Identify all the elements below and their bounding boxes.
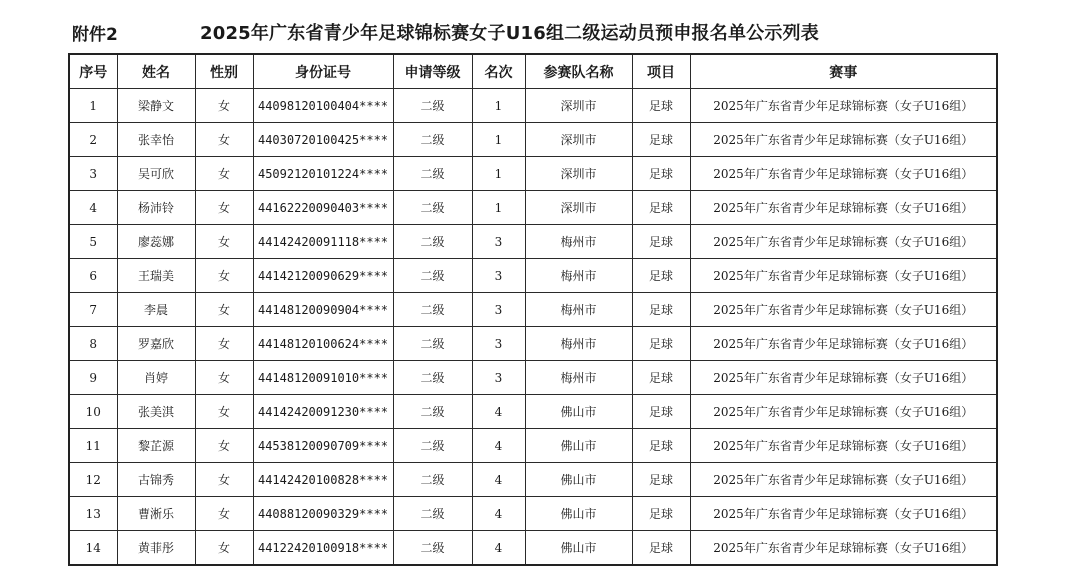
cell-sport: 足球 (632, 531, 690, 566)
table-header-row (69, 54, 997, 89)
cell-seq: 5 (69, 225, 117, 259)
cell-id: 44142120090629**** (253, 259, 393, 293)
cell-seq: 3 (69, 157, 117, 191)
cell-event: 2025年广东省青少年足球锦标赛（女子U16组） (690, 157, 997, 191)
cell-event: 2025年广东省青少年足球锦标赛（女子U16组） (690, 395, 997, 429)
cell-id: 44142420091230**** (253, 395, 393, 429)
column-header-name: 姓名 (117, 54, 195, 89)
cell-seq: 8 (69, 327, 117, 361)
cell-sport: 足球 (632, 429, 690, 463)
cell-seq: 13 (69, 497, 117, 531)
column-header-seq: 序号 (69, 54, 117, 89)
cell-id: 44122420100918**** (253, 531, 393, 566)
table-row (69, 361, 997, 395)
cell-name: 李晨 (117, 293, 195, 327)
cell-sport: 足球 (632, 123, 690, 157)
cell-team: 佛山市 (525, 463, 632, 497)
cell-gender: 女 (195, 157, 253, 191)
cell-gender: 女 (195, 293, 253, 327)
cell-team: 深圳市 (525, 123, 632, 157)
column-header-rank: 名次 (472, 54, 525, 89)
table-row (69, 89, 997, 123)
table-row (69, 157, 997, 191)
cell-seq: 12 (69, 463, 117, 497)
table-row (69, 225, 997, 259)
cell-gender: 女 (195, 429, 253, 463)
cell-sport: 足球 (632, 327, 690, 361)
cell-seq: 4 (69, 191, 117, 225)
cell-id: 44162220090403**** (253, 191, 393, 225)
cell-event: 2025年广东省青少年足球锦标赛（女子U16组） (690, 327, 997, 361)
cell-team: 深圳市 (525, 89, 632, 123)
cell-name: 曹淅乐 (117, 497, 195, 531)
cell-sport: 足球 (632, 191, 690, 225)
cell-sport: 足球 (632, 293, 690, 327)
cell-level: 二级 (393, 497, 472, 531)
cell-event: 2025年广东省青少年足球锦标赛（女子U16组） (690, 123, 997, 157)
cell-gender: 女 (195, 259, 253, 293)
cell-id: 44098120100404**** (253, 89, 393, 123)
cell-sport: 足球 (632, 463, 690, 497)
cell-id: 44148120100624**** (253, 327, 393, 361)
cell-seq: 6 (69, 259, 117, 293)
cell-sport: 足球 (632, 89, 690, 123)
cell-level: 二级 (393, 395, 472, 429)
cell-id: 44030720100425**** (253, 123, 393, 157)
cell-id: 45092120101224**** (253, 157, 393, 191)
cell-team: 佛山市 (525, 497, 632, 531)
cell-seq: 9 (69, 361, 117, 395)
cell-level: 二级 (393, 429, 472, 463)
cell-rank: 3 (472, 327, 525, 361)
table-row (69, 191, 997, 225)
cell-team: 梅州市 (525, 259, 632, 293)
cell-event: 2025年广东省青少年足球锦标赛（女子U16组） (690, 531, 997, 566)
cell-rank: 4 (472, 429, 525, 463)
table-row (69, 395, 997, 429)
cell-event: 2025年广东省青少年足球锦标赛（女子U16组） (690, 191, 997, 225)
column-header-event: 赛事 (690, 54, 997, 89)
cell-gender: 女 (195, 361, 253, 395)
table-row (69, 531, 997, 566)
cell-name: 杨沛铃 (117, 191, 195, 225)
table-row (69, 327, 997, 361)
cell-team: 深圳市 (525, 191, 632, 225)
cell-sport: 足球 (632, 225, 690, 259)
table-row (69, 293, 997, 327)
cell-rank: 4 (472, 395, 525, 429)
cell-name: 张美淇 (117, 395, 195, 429)
cell-event: 2025年广东省青少年足球锦标赛（女子U16组） (690, 463, 997, 497)
cell-name: 黄菲彤 (117, 531, 195, 566)
column-header-level: 申请等级 (393, 54, 472, 89)
cell-level: 二级 (393, 259, 472, 293)
cell-sport: 足球 (632, 361, 690, 395)
cell-team: 佛山市 (525, 429, 632, 463)
cell-id: 44088120090329**** (253, 497, 393, 531)
cell-sport: 足球 (632, 259, 690, 293)
column-header-gender: 性别 (195, 54, 253, 89)
cell-team: 佛山市 (525, 531, 632, 566)
cell-rank: 4 (472, 531, 525, 566)
cell-name: 黎芷源 (117, 429, 195, 463)
table-row (69, 123, 997, 157)
cell-team: 梅州市 (525, 293, 632, 327)
athlete-table (68, 53, 998, 566)
cell-gender: 女 (195, 395, 253, 429)
cell-rank: 4 (472, 497, 525, 531)
table-row (69, 429, 997, 463)
cell-seq: 2 (69, 123, 117, 157)
cell-id: 44142420091118**** (253, 225, 393, 259)
cell-id: 44142420100828**** (253, 463, 393, 497)
cell-gender: 女 (195, 327, 253, 361)
cell-name: 古锦秀 (117, 463, 195, 497)
cell-rank: 1 (472, 123, 525, 157)
cell-seq: 11 (69, 429, 117, 463)
column-header-id: 身份证号 (253, 54, 393, 89)
cell-seq: 1 (69, 89, 117, 123)
cell-team: 梅州市 (525, 225, 632, 259)
page-title: 2025年广东省青少年足球锦标赛女子U16组二级运动员预申报名单公示列表 (200, 23, 819, 44)
cell-rank: 4 (472, 463, 525, 497)
cell-level: 二级 (393, 89, 472, 123)
cell-seq: 7 (69, 293, 117, 327)
cell-level: 二级 (393, 327, 472, 361)
cell-event: 2025年广东省青少年足球锦标赛（女子U16组） (690, 429, 997, 463)
cell-gender: 女 (195, 225, 253, 259)
cell-id: 44148120091010**** (253, 361, 393, 395)
cell-gender: 女 (195, 531, 253, 566)
cell-team: 深圳市 (525, 157, 632, 191)
cell-gender: 女 (195, 191, 253, 225)
cell-sport: 足球 (632, 497, 690, 531)
cell-rank: 1 (472, 191, 525, 225)
cell-level: 二级 (393, 531, 472, 566)
cell-name: 吴可欣 (117, 157, 195, 191)
cell-name: 肖婷 (117, 361, 195, 395)
cell-gender: 女 (195, 497, 253, 531)
table-row (69, 497, 997, 531)
cell-name: 张幸怡 (117, 123, 195, 157)
table-row (69, 259, 997, 293)
cell-rank: 1 (472, 157, 525, 191)
cell-event: 2025年广东省青少年足球锦标赛（女子U16组） (690, 293, 997, 327)
table-row (69, 463, 997, 497)
cell-level: 二级 (393, 463, 472, 497)
cell-seq: 14 (69, 531, 117, 566)
cell-rank: 3 (472, 259, 525, 293)
cell-level: 二级 (393, 225, 472, 259)
column-header-team: 参赛队名称 (525, 54, 632, 89)
cell-name: 梁静文 (117, 89, 195, 123)
cell-gender: 女 (195, 89, 253, 123)
cell-name: 罗嘉欣 (117, 327, 195, 361)
cell-rank: 3 (472, 293, 525, 327)
cell-id: 44148120090904**** (253, 293, 393, 327)
cell-event: 2025年广东省青少年足球锦标赛（女子U16组） (690, 89, 997, 123)
cell-gender: 女 (195, 463, 253, 497)
cell-level: 二级 (393, 191, 472, 225)
cell-name: 王瑞美 (117, 259, 195, 293)
cell-id: 44538120090709**** (253, 429, 393, 463)
cell-rank: 1 (472, 89, 525, 123)
cell-rank: 3 (472, 361, 525, 395)
cell-sport: 足球 (632, 157, 690, 191)
cell-event: 2025年广东省青少年足球锦标赛（女子U16组） (690, 497, 997, 531)
cell-team: 梅州市 (525, 327, 632, 361)
cell-event: 2025年广东省青少年足球锦标赛（女子U16组） (690, 361, 997, 395)
cell-gender: 女 (195, 123, 253, 157)
cell-team: 梅州市 (525, 361, 632, 395)
cell-name: 廖蕊娜 (117, 225, 195, 259)
cell-level: 二级 (393, 123, 472, 157)
cell-sport: 足球 (632, 395, 690, 429)
cell-event: 2025年广东省青少年足球锦标赛（女子U16组） (690, 259, 997, 293)
cell-level: 二级 (393, 157, 472, 191)
cell-level: 二级 (393, 361, 472, 395)
cell-level: 二级 (393, 293, 472, 327)
cell-team: 佛山市 (525, 395, 632, 429)
attachment-label: 附件2 (72, 25, 118, 45)
cell-rank: 3 (472, 225, 525, 259)
column-header-sport: 项目 (632, 54, 690, 89)
cell-seq: 10 (69, 395, 117, 429)
cell-event: 2025年广东省青少年足球锦标赛（女子U16组） (690, 225, 997, 259)
